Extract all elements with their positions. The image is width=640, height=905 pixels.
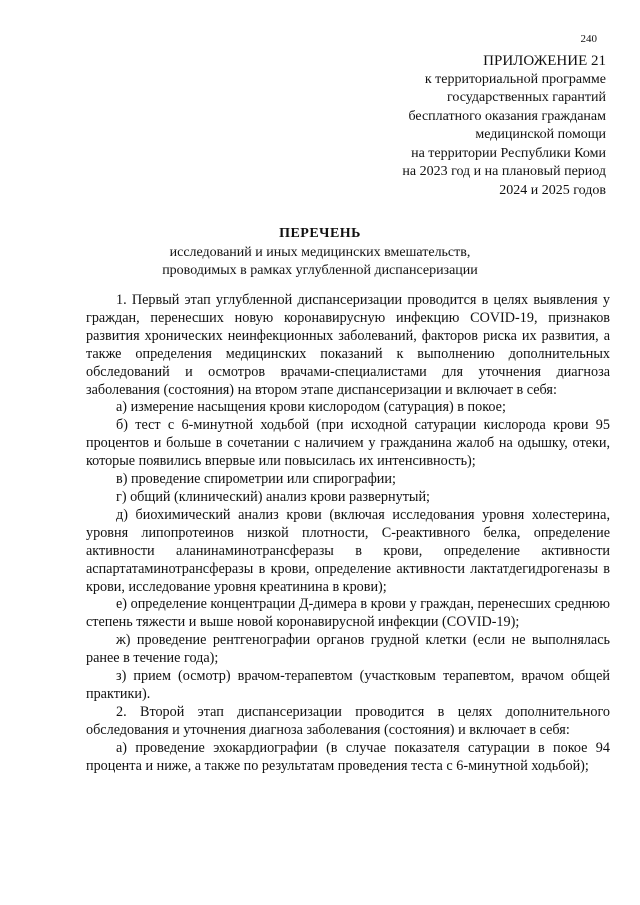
paragraph: б) тест с 6-минутной ходьбой (при исходной сатурации кислорода крови 95 процентов и больше в сочетании с наличием у гражданина жалоб на одышку, отеки, которые появились впервые или повысилась их интенсивность); xyxy=(86,417,610,470)
appendix-line: на территории Республики Коми xyxy=(411,145,606,161)
appendix-line: бесплатного оказания гражданам xyxy=(408,108,606,124)
paragraph: а) измерение насыщения крови кислородом (сатурация) в покое; xyxy=(116,399,506,416)
paragraph: 1. Первый этап углубленной диспансеризации проводится в целях выявления у граждан, перенесших новую коронавирусную инфекцию COVID-19, признаков развития хронических неинфекционных заболеваний, факторов риска их развития, а также определения медицинских показаний к выполнению дополнительных обследований и осмотров врачами-специалистами для уточнения диагноза заболевания (состояния) на втором этапе диспансеризации и включает в себя: xyxy=(86,292,610,398)
appendix-line: государственных гарантий xyxy=(447,90,606,105)
appendix-block xyxy=(402,52,606,200)
document-heading xyxy=(0,225,640,280)
paragraph: д) биохимический анализ крови (включая исследования уровня холестерина, уровня липопротеинов низкой плотности, С-реактивного белка, определение активности аланинаминотрансферазы в крови, определение активности аспартатаминотрансферазы в крови, определение активности лактатдегидрогеназы в крови, исследование уровня креатинина в крови); xyxy=(86,506,610,595)
appendix-title: ПРИЛОЖЕНИЕ 21 xyxy=(483,53,606,69)
document-body xyxy=(86,292,610,775)
paragraph: ж) проведение рентгенографии органов грудной клетки (если не выполнялась ранее в течение года); xyxy=(86,632,610,667)
document-title: ПЕРЕЧЕНЬ xyxy=(279,226,361,241)
appendix-line: на 2023 год и на плановый период xyxy=(402,164,606,179)
paragraph: а) проведение эхокардиографии (в случае показателя сатурации в покое 94 процента и ниже, а также по результатам проведения теста с 6-минутной ходьбой); xyxy=(86,739,610,774)
appendix-line: 2024 и 2025 годов xyxy=(499,182,606,198)
paragraph: з) прием (осмотр) врачом-терапевтом (участковым терапевтом, врачом общей практики). xyxy=(86,668,610,702)
page-number: 240 xyxy=(580,33,597,45)
paragraph: 2. Второй этап диспансеризации проводится в целях дополнительного обследования и уточнения диагноза заболевания (состояния) и включает в себя: xyxy=(86,703,610,738)
appendix-line: к территориальной программе xyxy=(424,71,606,87)
appendix-line: медицинской помощи xyxy=(475,127,606,142)
document-subtitle-line: исследований и иных медицинских вмешательств, xyxy=(169,245,471,260)
paragraph: в) проведение спирометрии или спирографии; xyxy=(116,471,396,488)
paragraph: г) общий (клинический) анализ крови развернутый; xyxy=(116,488,430,505)
paragraph: е) определение концентрации Д-димера в крови у граждан, перенесших среднюю степень тяжести и выше новой коронавирусной инфекции (COVID-19); xyxy=(86,596,610,631)
document-subtitle-line: проводимых в рамках углубленной диспансеризации xyxy=(162,263,478,278)
